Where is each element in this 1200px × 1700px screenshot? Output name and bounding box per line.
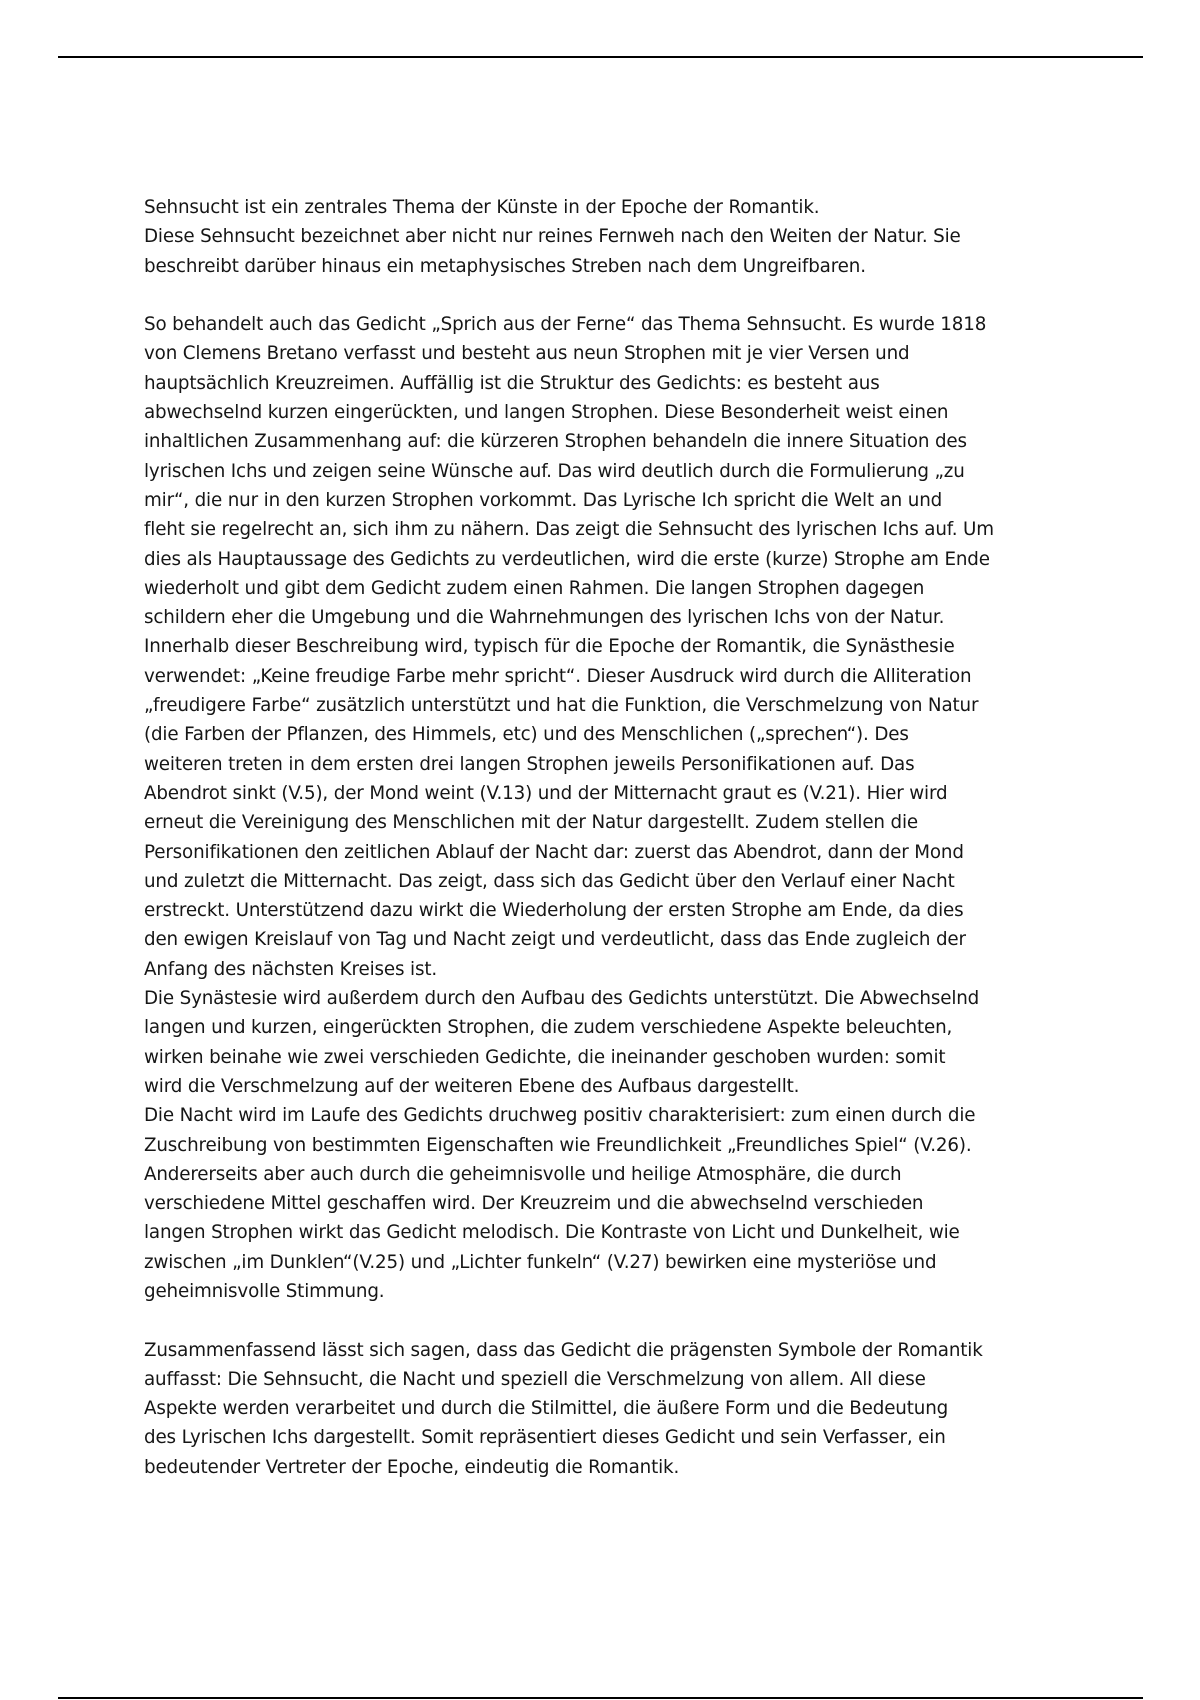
paragraph-conclusion: Zusammenfassend lässt sich sagen, dass das Gedicht die prägensten Symbole der Romantik auffasst: Die Sehnsucht, die Nacht und speziell die Verschmelzung von allem. All diese Aspekte werden verarbeitet und durch die Stilmittel, die äußere Form und die Bedeutung des Lyrischen Ichs dargestellt. Somit repräsentiert dieses Gedicht und sein Verfasser, ein bedeutender Vertreter der Epoche, eindeutig die Romantik.	[144, 1339, 983, 1478]
document-body	[144, 193, 1079, 1482]
footer-rule	[58, 1697, 1143, 1699]
paragraph-intro: Sehnsucht ist ein zentrales Thema der Künste in der Epoche der Romantik. Diese Sehnsucht bezeichnet aber nicht nur reines Fernweh nach den Weiten der Natur. Sie beschreibt darüber hinaus ein metaphysisches Streben nach dem Ungreifbaren.	[144, 197, 961, 277]
header-rule	[58, 56, 1143, 58]
paragraph-analysis: So behandelt auch das Gedicht „Sprich aus der Ferne“ das Thema Sehnsucht. Es wurde 1818 von Clemens Bretano verfasst und besteht aus neun Strophen mit je vier Versen und hauptsächlich Kreuzreimen. Auffällig ist die Struktur des Gedichts: es besteht aus abwechselnd kurzen eingerückten, und langen Strophen. Diese Besonderheit weist einen inhaltlichen Zusammenhang auf: die kürzeren Strophen behandeln die innere Situation des lyrischen Ichs und zeigen seine Wünsche auf. Das wird deutlich durch die Formulierung „zu mir“, die nur in den kurzen Strophen vorkommt. Das Lyrische Ich spricht die Welt an und fleht sie regelrecht an, sich ihm zu nähern. Das zeigt die Sehnsucht des lyrischen Ichs auf. Um dies als Hauptaussage des Gedichts zu verdeutlichen, wird die erste (kurze) Strophe am Ende wiederholt und gibt dem Gedicht zudem einen Rahmen. Die langen Strophen dagegen schildern eher die Umgebung und die Wahrnehmungen des lyrischen Ichs von der Natur. Innerhalb dieser Beschreibung wird, typisch für die Epoche der Romantik, die Synästhesie verwendet: „Keine freudige Farbe mehr spricht“. Dieser Ausdruck wird durch die Alliteration „freudigere Farbe“ zusätzlich unterstützt und hat die Funktion, die Verschmelzung von Natur (die Farben der Pflanzen, des Himmels, etc) und des Menschlichen („sprechen“). Des weiteren treten in dem ersten drei langen Strophen jeweils Personifikationen auf. Das Abendrot sinkt (V.5), der Mond weint (V.13) und der Mitternacht graut es (V.21). Hier wird erneut die Vereinigung des Menschlichen mit der Natur dargestellt. Zudem stellen die Personifikationen den zeitlichen Ablauf der Nacht dar: zuerst das Abendrot, dann der Mond und zuletzt die Mitternacht. Das zeigt, dass sich das Gedicht über den Verlauf einer Nacht erstreckt. Unterstützend dazu wirkt die Wiederholung der ersten Strophe am Ende, da dies den ewigen Kreislauf von Tag und Nacht zeigt und verdeutlicht, dass das Ende zugleich der Anfang des nächsten Kreises ist. Die Synästesie wird außerdem durch den Aufbau des Gedichts unterstützt. Die Abwechselnd langen und kurzen, eingerückten Strophen, die zudem verschiedene Aspekte beleuchten, wirken beinahe wie zwei verschieden Gedichte, die ineinander geschoben wurden: somit wird die Verschmelzung auf der weiteren Ebene des Aufbaus dargestellt. Die Nacht wird im Laufe des Gedichts druchweg positiv charakterisiert: zum einen durch die Zuschreibung von bestimmten Eigenschaften wie Freundlichkeit „Freundliches Spiel“ (V.26). Andererseits aber auch durch die geheimnisvolle und heilige Atmosphäre, die durch verschiedene Mittel geschaffen wird. Der Kreuzreim und die abwechselnd verschieden langen Strophen wirkt das Gedicht melodisch. Die Kontraste von Licht und Dunkelheit, wie zwischen „im Dunklen“(V.25) und „Lichter funkeln“ (V.27) bewirken eine mysteriöse und geheimnisvolle Stimmung.	[144, 314, 994, 1302]
